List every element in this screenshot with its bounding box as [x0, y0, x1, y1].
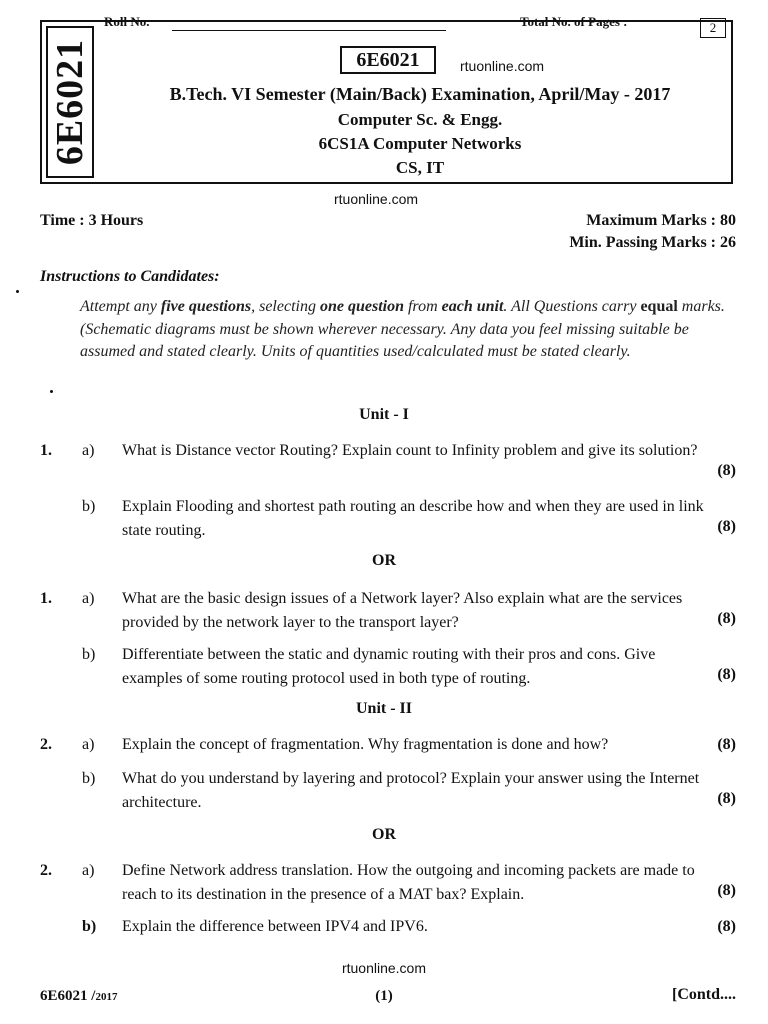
unit-1-heading: Unit - I — [359, 406, 409, 423]
question-number: 1. — [40, 590, 52, 607]
question-part: a) — [82, 736, 95, 753]
branch-name: Computer Sc. & Engg. — [337, 110, 503, 129]
question-number: 2. — [40, 862, 52, 879]
roll-no-label: Roll No. — [104, 14, 150, 29]
question-part: b) — [82, 498, 96, 515]
watermark-mid: rtuonline.com — [334, 191, 419, 207]
page-number: (1) — [375, 988, 393, 1004]
stream-name: CS, IT — [395, 158, 445, 177]
paper-code: 6E6021 — [340, 46, 436, 74]
question-text: What are the basic design issues of a Network layer? Also explain what are the services provided by the network layer to the transport layer? — [122, 590, 683, 631]
question-part: a) — [82, 862, 95, 879]
scan-speck — [50, 390, 53, 393]
question-text: Define Network address translation. How the outgoing and incoming packets are made to reach to its destination in the presence of a MAT bax? Explain. — [122, 862, 695, 903]
watermark-top: rtuonline.com — [460, 58, 545, 74]
question-text: Explain the difference between IPV4 and IPV6. — [122, 918, 428, 935]
scan-speck — [16, 290, 19, 293]
question-marks: (8) — [717, 518, 736, 535]
question-marks: (8) — [717, 918, 736, 935]
question-marks: (8) — [717, 736, 736, 753]
question-marks: (8) — [717, 882, 736, 899]
question-text: Explain the concept of fragmentation. Why fragmentation is done and how? — [122, 736, 609, 753]
question-part: b) — [82, 918, 97, 935]
question-marks: (8) — [717, 790, 736, 807]
question-marks: (8) — [717, 610, 736, 627]
min-passing-marks: Min. Passing Marks : 26 — [569, 234, 736, 251]
total-pages-label: Total No. of Pages : — [520, 14, 628, 29]
instructions-heading: Instructions to Candidates: — [40, 268, 220, 285]
or-separator: OR — [372, 552, 396, 569]
side-code-text: 6E6021 — [49, 38, 92, 166]
instructions-text: Attempt any five questions, selecting one question from each unit. All Questions carry equal marks. (Schematic diagrams must be shown wherever necessary. Any data you feel missing suitable be assumed and stated clearly. Units of quantities used/calculated must be stated clearly. — [80, 298, 725, 360]
subject-name: 6CS1A Computer Networks — [318, 134, 522, 153]
continued-marker: [Contd.... — [671, 986, 736, 1003]
question-text: Differentiate between the static and dynamic routing with their pros and cons. Give examples of some routing protocol used in both type of routing. — [122, 646, 656, 687]
total-pages-value: 2 — [700, 18, 726, 38]
question-number: 1. — [40, 442, 52, 459]
question-part: b) — [82, 646, 96, 663]
or-separator: OR — [372, 826, 396, 843]
question-marks: (8) — [717, 666, 736, 683]
exam-title: B.Tech. VI Semester (Main/Back) Examination, April/May - 2017 — [169, 84, 671, 104]
question-part: a) — [82, 442, 95, 459]
question-number: 2. — [40, 736, 52, 753]
question-marks: (8) — [717, 462, 736, 479]
question-text: What is Distance vector Routing? Explain count to Infinity problem and give its solution? — [122, 442, 698, 459]
footer-paper-code: 6E6021 /2017 — [40, 988, 118, 1004]
question-part: b) — [82, 770, 96, 787]
side-paper-code — [46, 26, 94, 178]
roll-no-field-line — [172, 30, 446, 31]
max-marks: Maximum Marks : 80 — [586, 212, 736, 229]
question-part: a) — [82, 590, 95, 607]
unit-2-heading: Unit - II — [355, 700, 412, 717]
question-text: What do you understand by layering and protocol? Explain your answer using the Internet architecture. — [122, 770, 700, 811]
question-text: Explain Flooding and shortest path routing an describe how and when they are used in link state routing. — [122, 498, 704, 539]
watermark-bottom: rtuonline.com — [341, 960, 427, 976]
exam-time: Time : 3 Hours — [40, 212, 144, 229]
